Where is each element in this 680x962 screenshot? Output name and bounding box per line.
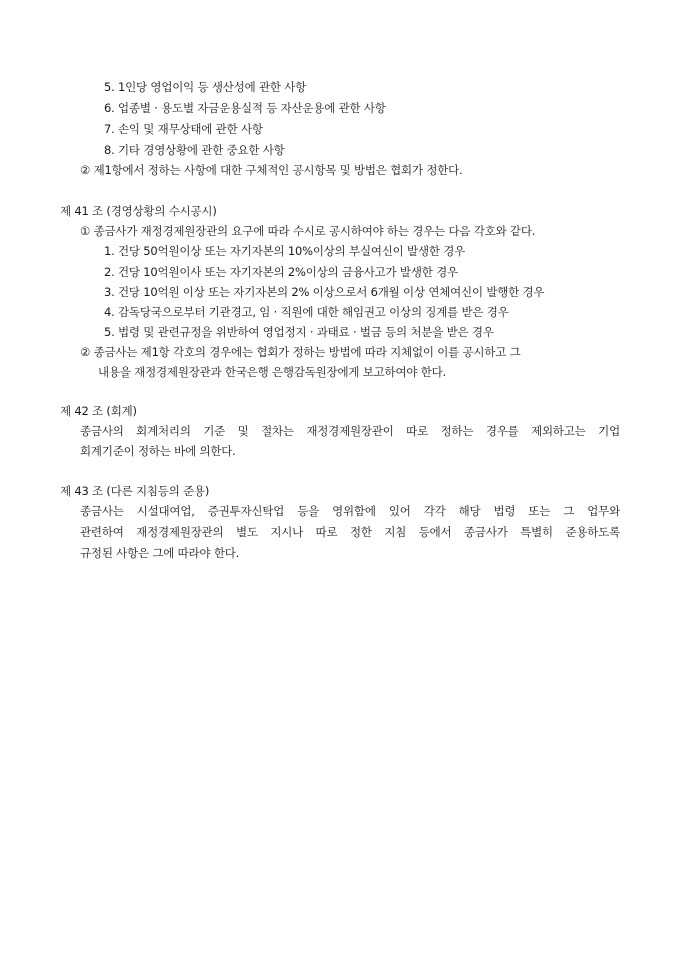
article41-heading: 제 41 조 (경영상황의 수시공시) [60, 204, 217, 218]
article41-paragraph-1: ① 종금사가 재정경제원장관의 요구에 따라 수시로 공시하여야 하는 경우는 다음 각호와 같다. [80, 224, 536, 238]
article42-heading: 제 42 조 (회계) [60, 404, 137, 418]
article43-heading: 제 43 조 (다른 지침등의 준용) [60, 484, 210, 498]
article41-item-5: 5. 법령 및 관련규정을 위반하여 영업정지 · 과태료 · 벌금 등의 처분을 받은 경우 [104, 325, 494, 339]
article40-item-6: 6. 업종별 · 용도별 자금운용실적 등 자산운용에 관한 사항 [104, 101, 386, 115]
article43-body-line-3: 규정된 사항은 그에 따라야 한다. [80, 546, 240, 560]
article41-item-3: 3. 건당 10억원 이상 또는 자기자본의 2% 이상으로서 6개월 이상 연체여신이 발행한 경우 [104, 285, 545, 299]
article40-item-7: 7. 손익 및 재무상태에 관한 사항 [104, 122, 263, 136]
article41-item-4: 4. 감독당국으로부터 기관경고, 임 · 직원에 대한 해임권고 이상의 징계를 받은 경우 [104, 305, 509, 319]
article41-paragraph-2-line-2: 내용을 재정경제원장관과 한국은행 은행감독원장에게 보고하여야 한다. [98, 365, 446, 379]
article42-body-line-1: 종금사의 회계처리의 기준 및 절차는 재정경제원장관이 따로 정하는 경우를 제외하고는 기업 [80, 424, 620, 438]
article40-paragraph-2: ② 제1항에서 정하는 사항에 대한 구체적인 공시항목 및 방법은 협회가 정한다. [80, 163, 463, 177]
article43-body-line-1: 종금사는 시설대여업, 증권투자신탁업 등을 영위함에 있어 각각 해당 법령 또는 그 업무와 [80, 504, 620, 518]
article41-item-1: 1. 건당 50억원이상 또는 자기자본의 10%이상의 부실여신이 발생한 경우 [104, 244, 466, 258]
article40-item-5: 5. 1인당 영업이익 등 생산성에 관한 사항 [104, 80, 307, 94]
article42-body-line-2: 회계기준이 정하는 바에 의한다. [80, 444, 236, 458]
article41-item-2: 2. 건당 10억원이사 또는 자기자본의 2%이상의 금융사고가 발생한 경우 [104, 265, 458, 279]
article41-paragraph-2-line-1: ② 종금사는 제1항 각호의 경우에는 협회가 정하는 방법에 따라 지체없이 이를 공시하고 그 [80, 345, 521, 359]
article43-body-line-2: 관련하여 재정경제원장관의 별도 지시나 따로 정한 지침 등에서 종금사가 특별히 준용하도록 [80, 525, 620, 539]
article40-item-8: 8. 기타 경영상황에 관한 중요한 사항 [104, 143, 285, 157]
